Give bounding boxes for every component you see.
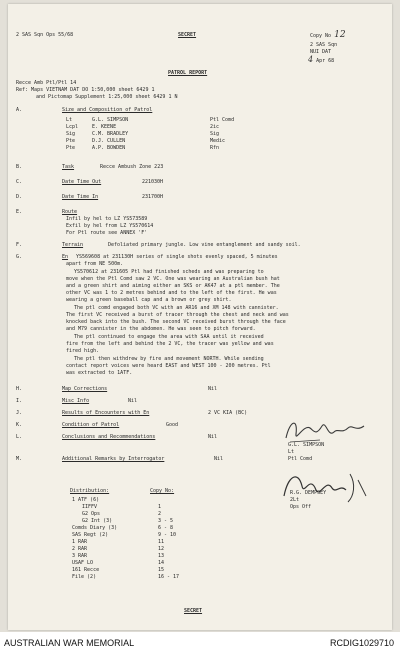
distribution-recipient: 1 ATF (6) [72,497,100,503]
signatory-2-rank: 2Lt [290,497,300,503]
section-d-value: 231700H [142,194,164,200]
distribution-copy: 14 [158,560,165,566]
patrol-name: E. KEENE [92,124,117,130]
archive-record-id: RCDIG1029710 [329,638,394,648]
narrative-line: fire from the left and behind the 2 VC, the tracer was yellow and was [66,341,274,347]
patrol-rank: Lt [66,117,73,123]
section-letter-j: J. [16,410,23,416]
distribution-recipient: 2 RAR [72,546,88,552]
document-page [8,4,392,630]
distribution-copy: 3 - 5 [158,518,174,524]
section-k-value: Good [166,422,179,428]
section-letter-g: G. [16,254,23,260]
narrative-line: other VC was 1 to 2 metres behind and to the left of the first. He was [66,290,277,296]
signatory-1-role: Ptl Comd [288,456,313,462]
distribution-recipient: USAF LO [72,560,94,566]
narrative-line: The ptl continued to engage the area with SAA until it received [74,334,264,340]
section-h-value: Nil [208,386,218,392]
section-k-heading: Condition of Patrol [62,422,120,428]
patrol-rank: Pte [66,145,76,151]
report-date [308,57,334,64]
distribution-copy: 15 [158,567,165,573]
distribution-recipient: 3 RAR [72,553,88,559]
section-j-heading: Results of Encounters with En [62,410,150,416]
section-b-heading: Task [62,164,75,170]
narrative-line: was extracted to 1ATF. [66,370,133,376]
distribution-recipient: 161 Recce [72,567,100,573]
section-letter-i: I. [16,398,23,404]
section-c-value: 221030H [142,179,164,185]
narrative-line: knocked back into the bush. The second VC received burst through the face [66,319,286,325]
section-g-heading: En [62,254,69,260]
route-infil: Infil by hel to LZ YS573589 [66,216,148,222]
patrol-name: G.L. SIMPSON [92,117,129,123]
patrol-role: Medic [210,138,226,144]
section-d-heading: Date Time In [62,194,99,200]
distribution-recipient: IIFFV [82,504,98,510]
map-reference-line-2: and Pictomap Supplement 1:25,000 sheet 6429 1 N [36,94,178,100]
section-letter-k: K. [16,422,23,428]
distribution-copy: 11 [158,539,165,545]
copy-label: Copy No [310,33,332,39]
document-reference: 2 SAS Sqn Ops 55/68 [16,32,74,38]
signatory-1-rank: Lt [288,449,295,455]
narrative-line: contact report voices were heard EAST and WEST 100 - 200 metres. Ptl [66,363,271,369]
distribution-recipient: SAS Regt (2) [72,532,109,538]
narrative-line: and a green shirt and aiming either an SKS or AK47 at a ptl member. The [66,283,280,289]
section-b-value: Recce Ambush Zone 223 [100,164,164,170]
section-a-heading: Size and Composition of Patrol [62,107,153,113]
narrative-line: The first VC received a burst of tracer through the chest and neck and was [66,312,289,318]
section-letter-e: E. [16,209,23,215]
section-letter-d: D. [16,194,23,200]
section-letter-a: A. [16,107,23,113]
recce-line: Recce Amb Ptl/Ptl 14 [16,80,77,86]
signatory-2-name: R.G. DEMPSEY [290,490,327,496]
narrative-line: fired high. [66,348,100,354]
section-letter-f: F. [16,242,23,248]
map-reference-line-1: Ref: Maps VIETNAM DAT DO 1:50,000 sheet 6429 1 [16,87,155,93]
distribution-copy: 1 [158,504,162,510]
signatory-1-name: G.L. SIMPSON [288,442,325,448]
patrol-name: A.P. BOWDEN [92,145,126,151]
distribution-copy: 12 [158,546,165,552]
copy-number-value: 12 [334,30,346,40]
narrative-line: wearing a green baseball cap and a brown or grey shirt. [66,297,232,303]
patrol-role: Sig [210,131,220,137]
copy-number [310,32,346,39]
section-j-value: 2 VC KIA (BC) [208,410,248,416]
section-h-heading: Map Corrections [62,386,108,392]
classification-top: SECRET [178,32,197,38]
narrative-line: The ptl comd engaged both VC with an AR16 and XM 148 with cannister. [74,305,279,311]
section-e-heading: Route [62,209,78,215]
narrative-line: move when the Ptl Comd saw 2 VC. One was wearing an Australian bush hat [66,276,280,282]
narrative-line: The ptl then withdrew by fire and movement NORTH. While sending [74,356,264,362]
distribution-recipient: File (2) [72,574,97,580]
section-i-value: Nil [128,398,138,404]
distribution-copy: 9 - 10 [158,532,177,538]
patrol-rank: Pte [66,138,76,144]
section-f-heading: Terrain [62,242,84,248]
narrative-line: and M79 cannister in the abdomen. He was seen to pitch forward. [66,326,256,332]
section-i-heading: Misc Info [62,398,90,404]
distribution-heading: Distribution: [70,488,110,494]
patrol-rank: Sig [66,131,76,137]
section-l-value: Nil [208,434,218,440]
section-g-value: YS569608 at 231130H series of single shots evenly spaced, 5 minutes [76,254,278,260]
distribution-recipient: Comds Diary (3) [72,525,118,531]
distribution-copy: 2 [158,511,162,517]
copy-no-heading: Copy No: [150,488,175,494]
report-day: 4 [308,55,314,64]
narrative-line: apart from NE 500m. [66,261,124,267]
narrative-line: YS570612 at 231605 Ptl had finished scheds and was preparing to [74,269,264,275]
section-letter-b: B. [16,164,23,170]
section-l-heading: Conclusions and Recommendations [62,434,156,440]
patrol-role: Rfn [210,145,220,151]
classification-bottom: SECRET [184,608,203,614]
section-letter-h: H. [16,386,23,392]
section-letter-m: M. [16,456,23,462]
patrol-name: D.J. CULLEN [92,138,126,144]
route-exfil: Exfil by hel from LZ YS570614 [66,223,154,229]
distribution-recipient: G2 Ops [82,511,101,517]
archive-footer [0,632,400,654]
report-month-year: Apr 68 [316,58,335,64]
section-m-heading: Additional Remarks by Interrogator [62,456,165,462]
patrol-role: Ptl Comd [210,117,235,123]
unit-name: 2 SAS Sqn [310,42,338,48]
location: NUI DAT [310,49,332,55]
section-m-value: Nil [214,456,224,462]
distribution-recipient: G2 Int (3) [82,518,113,524]
section-c-heading: Date Time Out [62,179,102,185]
section-letter-l: L. [16,434,23,440]
section-f-value: Defoliated primary jungle. Low vine entanglement and sandy soil. [108,242,301,248]
patrol-role: 2ic [210,124,220,130]
route-annex: For Ptl route see ANNEX 'F' [66,230,148,236]
patrol-name: C.M. BRADLEY [92,131,129,137]
signatory-2-role: Ops Off [290,504,312,510]
distribution-recipient: 1 RAR [72,539,88,545]
report-title: PATROL REPORT [168,70,208,76]
patrol-rank: Lcpl [66,124,79,130]
distribution-copy: 13 [158,553,165,559]
section-letter-c: C. [16,179,23,185]
archive-name: AUSTRALIAN WAR MEMORIAL [4,638,135,648]
distribution-copy: 16 - 17 [158,574,180,580]
distribution-copy: 6 - 8 [158,525,174,531]
